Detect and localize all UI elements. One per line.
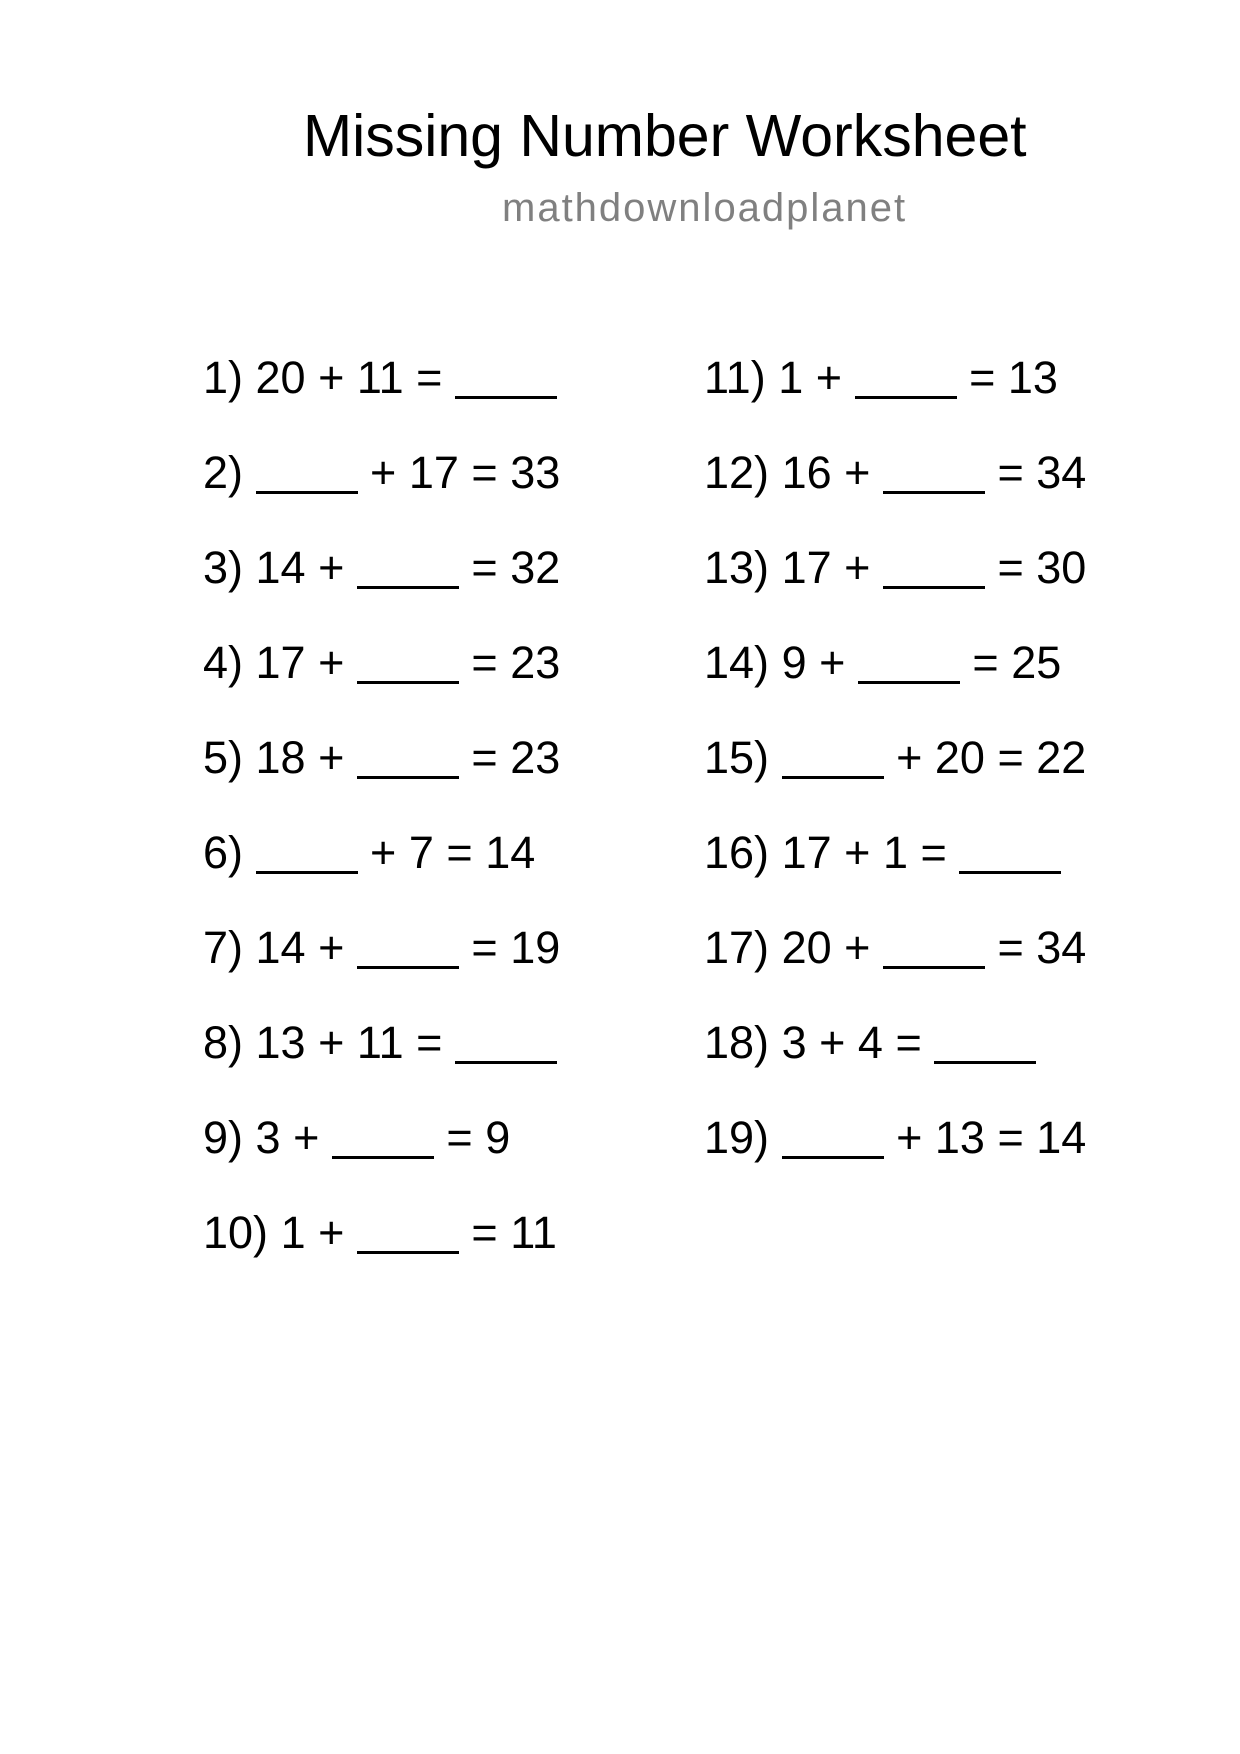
equals-sign: = [471, 922, 498, 973]
problem-number: 15) [704, 732, 770, 783]
result-value: 11 [510, 1207, 557, 1258]
plus-operator: + [318, 352, 345, 403]
equals-sign: = [471, 1207, 498, 1258]
problem-item [203, 615, 560, 710]
answer-blank[interactable] [883, 549, 985, 590]
operand-a: 18 [255, 732, 306, 783]
problem-item [203, 710, 560, 805]
result-value: 30 [1036, 542, 1087, 593]
plus-operator: + [896, 1112, 923, 1163]
equals-sign: = [997, 922, 1024, 973]
equals-sign: = [969, 352, 996, 403]
problem-item [704, 710, 1086, 805]
answer-blank[interactable] [455, 359, 557, 400]
answer-blank[interactable] [256, 834, 358, 875]
worksheet-title: Missing Number Worksheet [303, 103, 1027, 169]
problem-number: 16) [704, 827, 770, 878]
answer-blank[interactable] [332, 1119, 434, 1160]
plus-operator: + [318, 1207, 345, 1258]
problem-number: 3) [203, 542, 244, 593]
result-value: 25 [1011, 637, 1062, 688]
answer-blank[interactable] [858, 644, 960, 685]
problem-number: 19) [704, 1112, 770, 1163]
answer-blank[interactable] [883, 454, 985, 495]
equals-sign: = [416, 1017, 443, 1068]
result-value: 9 [485, 1112, 511, 1163]
result-value: 32 [510, 542, 561, 593]
operand-a: 20 [255, 352, 306, 403]
plus-operator: + [844, 542, 871, 593]
problem-item [704, 425, 1086, 520]
equals-sign: = [997, 1112, 1024, 1163]
problem-column-right [704, 330, 1086, 1185]
operand-a: 1 [280, 1207, 306, 1258]
plus-operator: + [370, 447, 397, 498]
equals-sign: = [471, 447, 498, 498]
answer-blank[interactable] [959, 834, 1061, 875]
answer-blank[interactable] [357, 929, 459, 970]
equals-sign: = [895, 1017, 922, 1068]
problem-number: 6) [203, 827, 244, 878]
equals-sign: = [446, 1112, 473, 1163]
problem-item [704, 330, 1086, 425]
problem-item [203, 805, 560, 900]
equals-sign: = [920, 827, 947, 878]
operand-a: 17 [781, 827, 832, 878]
result-value: 33 [510, 447, 561, 498]
problem-number: 13) [704, 542, 770, 593]
problem-number: 4) [203, 637, 244, 688]
operand-a: 16 [781, 447, 832, 498]
equals-sign: = [471, 732, 498, 783]
answer-blank[interactable] [782, 739, 884, 780]
plus-operator: + [293, 1112, 320, 1163]
problem-item [704, 995, 1086, 1090]
operand-a: 17 [255, 637, 306, 688]
problem-number: 10) [203, 1207, 269, 1258]
operand-b: 1 [882, 827, 908, 878]
plus-operator: + [318, 637, 345, 688]
problem-item [203, 995, 560, 1090]
operand-b: 11 [356, 352, 404, 403]
result-value: 13 [1007, 352, 1058, 403]
plus-operator: + [318, 922, 345, 973]
answer-blank[interactable] [256, 454, 358, 495]
problem-number: 1) [203, 352, 244, 403]
problem-number: 17) [704, 922, 770, 973]
result-value: 14 [485, 827, 536, 878]
operand-b: 7 [408, 827, 434, 878]
operand-a: 9 [781, 637, 807, 688]
equals-sign: = [471, 637, 498, 688]
operand-b: 11 [356, 1017, 404, 1068]
plus-operator: + [318, 732, 345, 783]
operand-a: 20 [781, 922, 832, 973]
equals-sign: = [997, 732, 1024, 783]
plus-operator: + [815, 352, 843, 403]
operand-a: 1 [778, 352, 804, 403]
plus-operator: + [819, 637, 846, 688]
equals-sign: = [446, 827, 473, 878]
problem-item [203, 520, 560, 615]
operand-a: 13 [255, 1017, 306, 1068]
answer-blank[interactable] [357, 644, 459, 685]
operand-b: 17 [408, 447, 459, 498]
operand-a: 3 [781, 1017, 807, 1068]
problem-number: 11) [704, 352, 766, 403]
result-value: 14 [1036, 1112, 1087, 1163]
operand-a: 14 [255, 922, 306, 973]
result-value: 34 [1036, 922, 1087, 973]
plus-operator: + [318, 1017, 345, 1068]
operand-a: 3 [255, 1112, 281, 1163]
answer-blank[interactable] [934, 1024, 1036, 1065]
result-value: 23 [510, 732, 561, 783]
answer-blank[interactable] [455, 1024, 557, 1065]
result-value: 22 [1036, 732, 1087, 783]
result-value: 23 [510, 637, 561, 688]
answer-blank[interactable] [357, 739, 459, 780]
equals-sign: = [416, 352, 443, 403]
problem-number: 8) [203, 1017, 244, 1068]
problem-number: 14) [704, 637, 770, 688]
problem-number: 9) [203, 1112, 244, 1163]
result-value: 19 [510, 922, 561, 973]
answer-blank[interactable] [357, 549, 459, 590]
plus-operator: + [844, 827, 871, 878]
plus-operator: + [896, 732, 923, 783]
problem-number: 7) [203, 922, 244, 973]
problem-number: 18) [704, 1017, 770, 1068]
problem-item [704, 520, 1086, 615]
problem-number: 2) [203, 447, 244, 498]
plus-operator: + [370, 827, 397, 878]
problem-item [704, 900, 1086, 995]
problem-item [704, 615, 1086, 710]
answer-blank[interactable] [855, 359, 957, 400]
problem-column-left [203, 330, 560, 1280]
answer-blank[interactable] [883, 929, 985, 970]
problem-item [203, 330, 560, 425]
operand-b: 4 [857, 1017, 883, 1068]
equals-sign: = [471, 542, 498, 593]
equals-sign: = [997, 447, 1024, 498]
problem-item [704, 805, 1086, 900]
result-value: 34 [1036, 447, 1087, 498]
plus-operator: + [844, 447, 871, 498]
problem-item [704, 1090, 1086, 1185]
operand-b: 13 [934, 1112, 985, 1163]
operand-a: 17 [781, 542, 832, 593]
operand-b: 20 [934, 732, 985, 783]
plus-operator: + [844, 922, 871, 973]
plus-operator: + [318, 542, 345, 593]
problem-item [203, 1090, 560, 1185]
problem-item [203, 900, 560, 995]
problem-item [203, 425, 560, 520]
problem-number: 5) [203, 732, 244, 783]
problem-number: 12) [704, 447, 770, 498]
problem-item [203, 1185, 560, 1280]
plus-operator: + [819, 1017, 846, 1068]
answer-blank[interactable] [357, 1214, 459, 1255]
operand-a: 14 [255, 542, 306, 593]
answer-blank[interactable] [782, 1119, 884, 1160]
equals-sign: = [972, 637, 999, 688]
worksheet-source-label: mathdownloadplanet [502, 186, 908, 230]
equals-sign: = [997, 542, 1024, 593]
